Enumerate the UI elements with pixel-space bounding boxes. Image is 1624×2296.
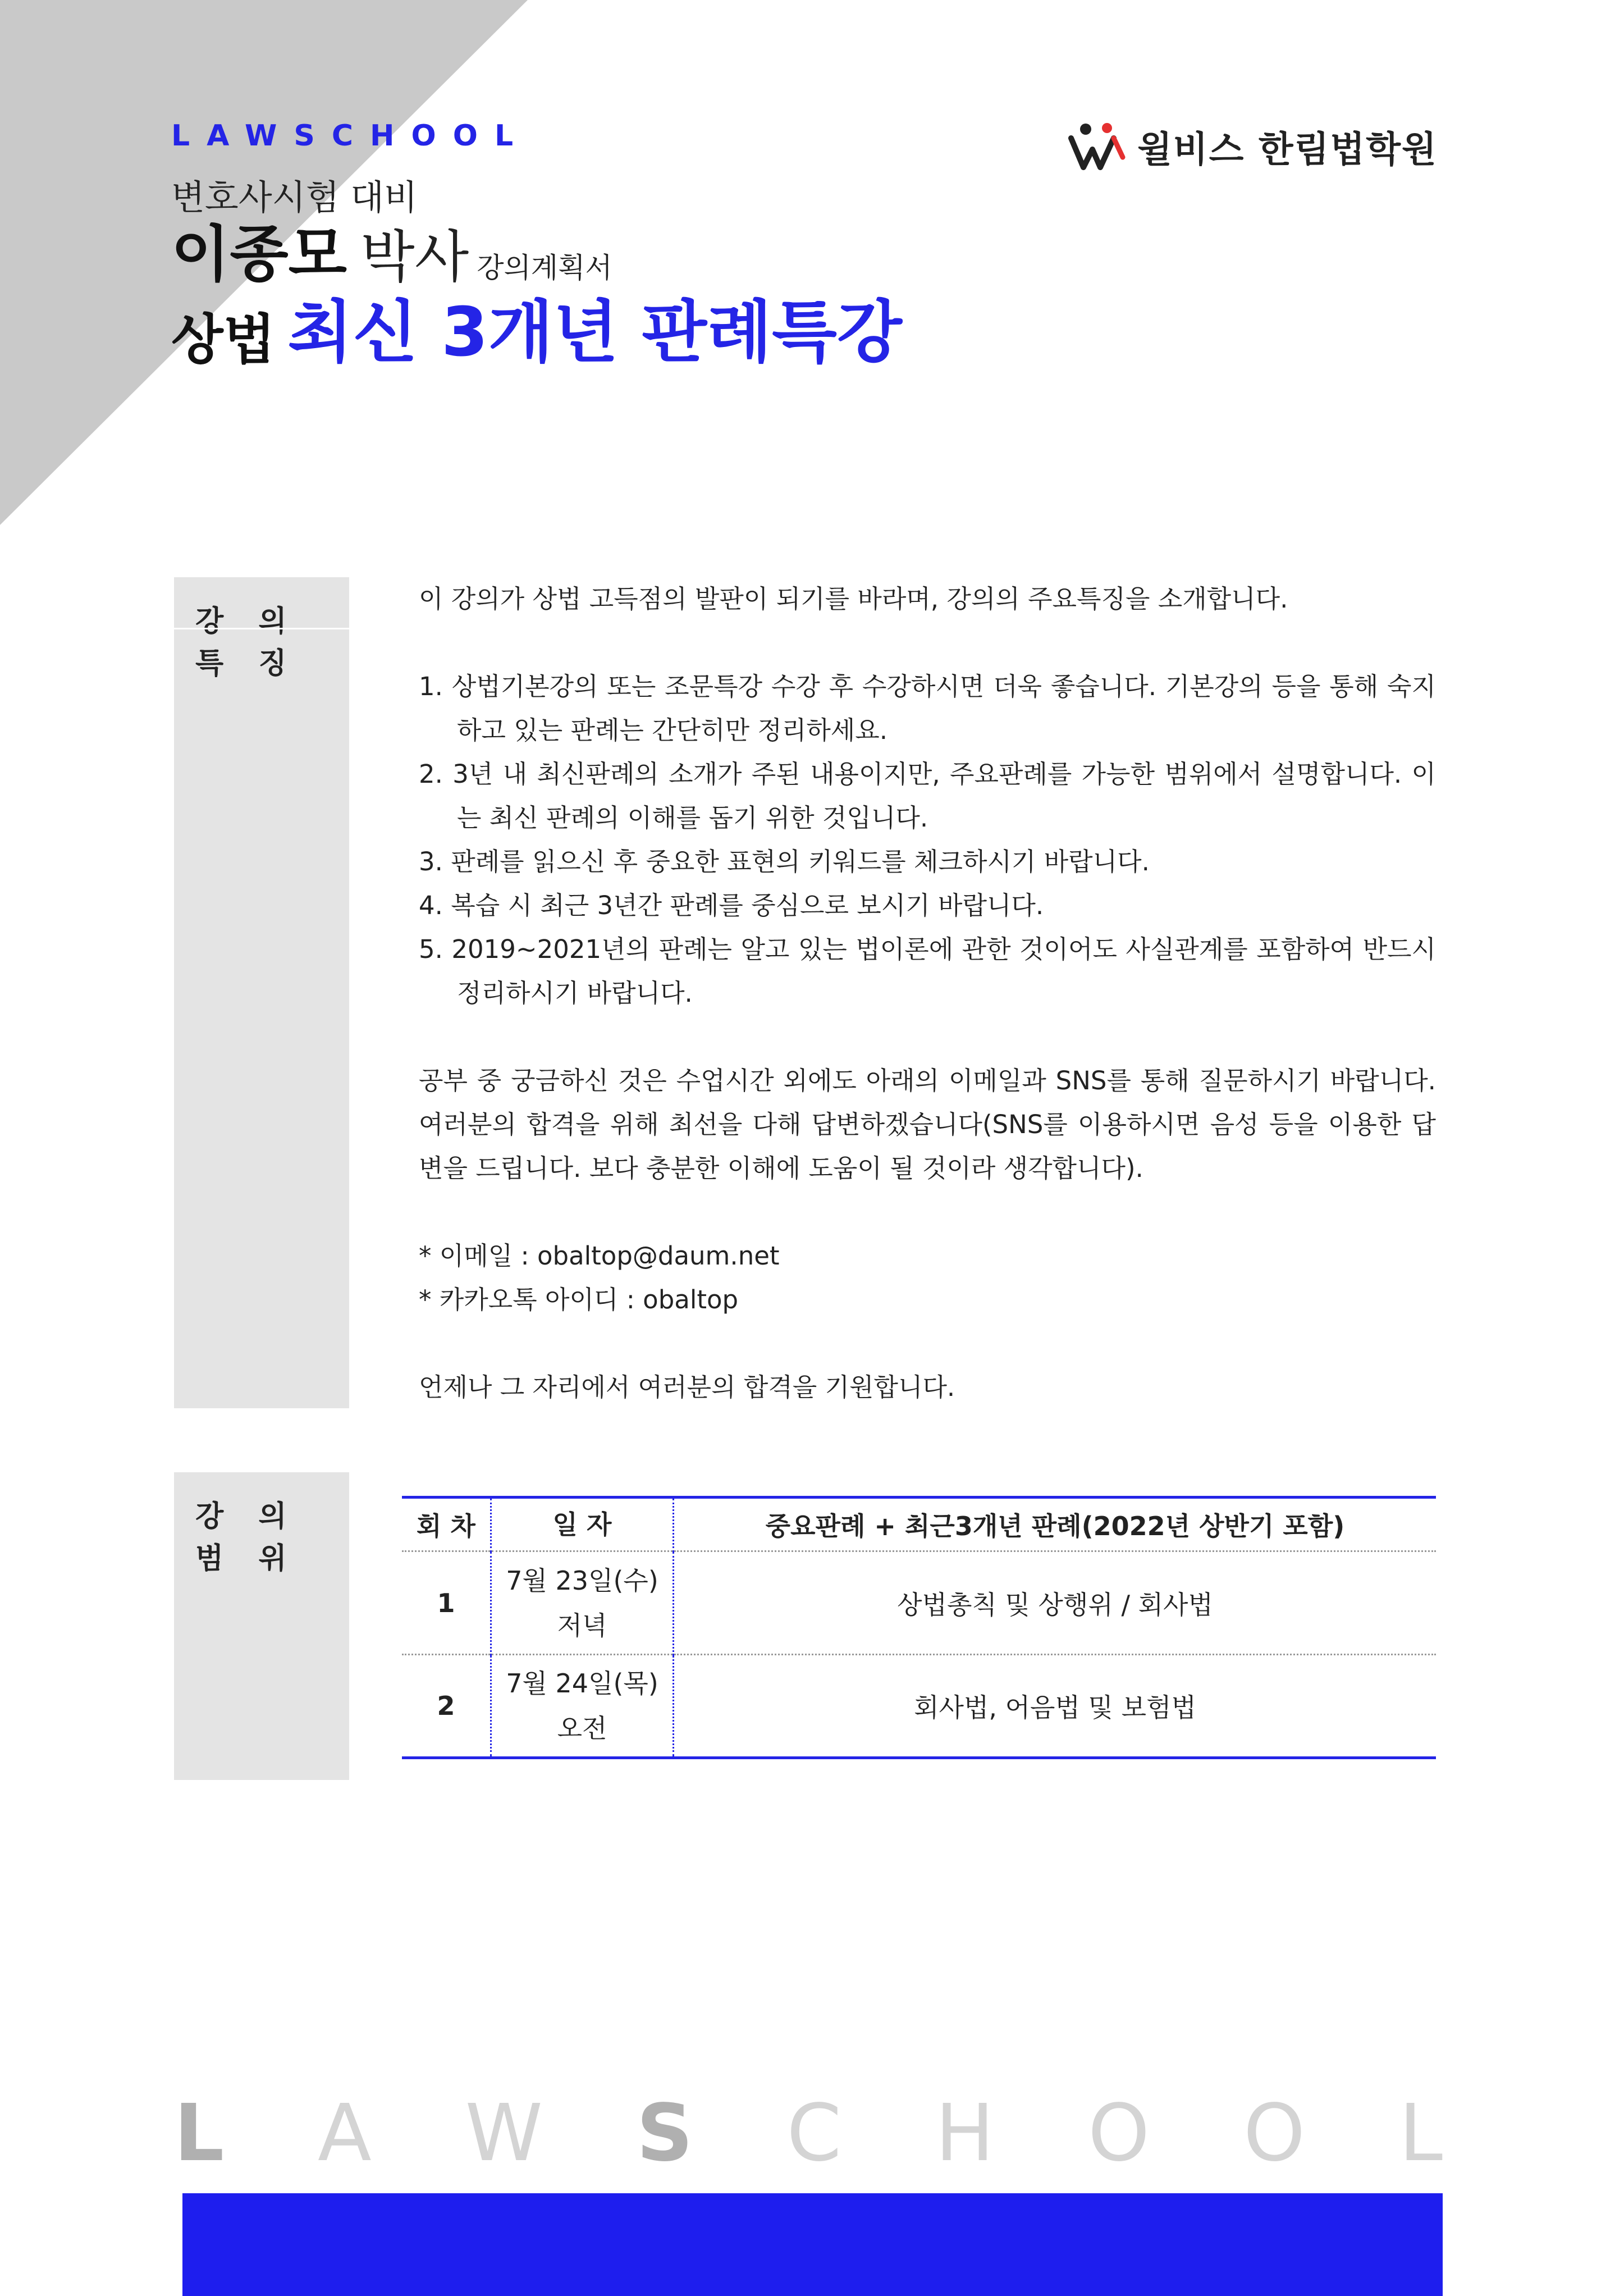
header-session: 회 차 <box>402 1498 491 1551</box>
header-date: 일 자 <box>491 1498 674 1551</box>
range-sidebar <box>174 1472 349 1780</box>
course-title-line <box>171 294 902 372</box>
range-table-header <box>402 1498 1436 1551</box>
watermark-letter: O <box>1088 2088 1150 2179</box>
session-content: 회사법, 어음법 및 보험법 <box>914 1692 1196 1723</box>
watermark-letter: A <box>318 2088 372 2179</box>
course-title: 최신 3개년 판례특강 <box>287 294 902 372</box>
lawschool-heading: LAWSCHOOL <box>171 119 530 153</box>
session-content: 상법총칙 및 상행위 / 회사법 <box>897 1589 1213 1620</box>
features-list <box>419 665 1436 1015</box>
lecturer-name: 이종모 <box>171 220 347 290</box>
lawschool-watermark <box>174 2088 1443 2179</box>
features-intro: 이 강의가 상법 고득점의 발판이 되기를 바라며, 강의의 주요특징을 소개합니다. <box>419 584 1288 614</box>
watermark-letter: H <box>935 2088 995 2179</box>
session-number: 2 <box>402 1655 491 1758</box>
features-list-item: 5. 2019~2021년의 판례는 알고 있는 법이론에 관한 것이어도 사실관계를 포함하여 반드시 정리하시기 바랍니다. <box>419 934 1436 1008</box>
features-list-item: 1. 상법기본강의 또는 조문특강 수강 후 수강하시면 더욱 좋습니다. 기본강의 등을 통해 숙지하고 있는 판례는 간단히만 정리하세요. <box>419 672 1436 745</box>
watermark-letter: S <box>636 2088 693 2179</box>
watermark-letter: O <box>1243 2088 1306 2179</box>
lecturer-line <box>171 220 612 290</box>
logo-mark-icon <box>1067 121 1128 172</box>
range-table <box>402 1496 1436 1759</box>
session-date-cell <box>491 1551 674 1655</box>
session-date-cell <box>491 1655 674 1758</box>
watermark-letter: L <box>1398 2088 1443 2179</box>
features-list-item: 3. 판례를 읽으신 후 중요한 표현의 키워드를 체크하시기 바랍니다. <box>419 847 1150 877</box>
table-row <box>402 1655 1436 1758</box>
header-content: 중요판례 + 최근3개년 판례(2022년 상반기 포함) <box>765 1511 1345 1541</box>
features-sidebar <box>174 577 349 1408</box>
exam-subtitle: 변호사시험 대비 <box>171 177 418 218</box>
watermark-letter: C <box>786 2088 842 2179</box>
contact-kakao: * 카카오톡 아이디 : obaltop <box>419 1285 739 1314</box>
session-date: 7월 24일(목) <box>506 1668 658 1699</box>
watermark-letter: L <box>174 2088 225 2179</box>
contact-email: * 이메일 : obaltop@daum.net <box>419 1241 780 1271</box>
plan-label: 강의계획서 <box>477 252 612 284</box>
features-label: 강 의 특 징 <box>195 605 299 681</box>
range-label: 강 의 범 위 <box>195 1500 299 1576</box>
closing-message: 언제나 그 자리에서 여러분의 합격을 기원합니다. <box>419 1372 955 1402</box>
footer-bar <box>182 2193 1443 2296</box>
session-time: 오전 <box>557 1713 607 1743</box>
willbes-logo <box>1067 121 1438 172</box>
logo-text: 윌비스 한림법학원 <box>1137 129 1438 171</box>
watermark-letter: W <box>465 2088 543 2179</box>
course-subject: 상법 <box>171 308 276 371</box>
features-list-item: 4. 복습 시 최근 3년간 판례를 중심으로 보시기 바랍니다. <box>419 891 1044 920</box>
lecturer-title: 박사 <box>360 224 469 290</box>
features-list-item: 2. 3년 내 최신판례의 소개가 주된 내용이지만, 주요판례를 가능한 범위에서 설명합니다. 이는 최신 판례의 이해를 돕기 위한 것입니다. <box>419 759 1436 833</box>
question-paragraph: 공부 중 궁금하신 것은 수업시간 외에도 아래의 이메일과 SNS를 통해 질문하시기 바랍니다. 여러분의 합격을 위해 최선을 다해 답변하겠습니다(SNS를 이용하시면 음성 등을 이용한 답변을 드립니다. 보다 충분한 이해에 도움이 될 것이라 생각합니다). <box>419 1066 1436 1183</box>
features-content <box>419 577 1436 1409</box>
table-row <box>402 1551 1436 1655</box>
session-time: 저녁 <box>557 1610 607 1641</box>
session-number: 1 <box>402 1551 491 1655</box>
features-label-divider <box>174 628 349 629</box>
session-date: 7월 23일(수) <box>506 1565 658 1596</box>
